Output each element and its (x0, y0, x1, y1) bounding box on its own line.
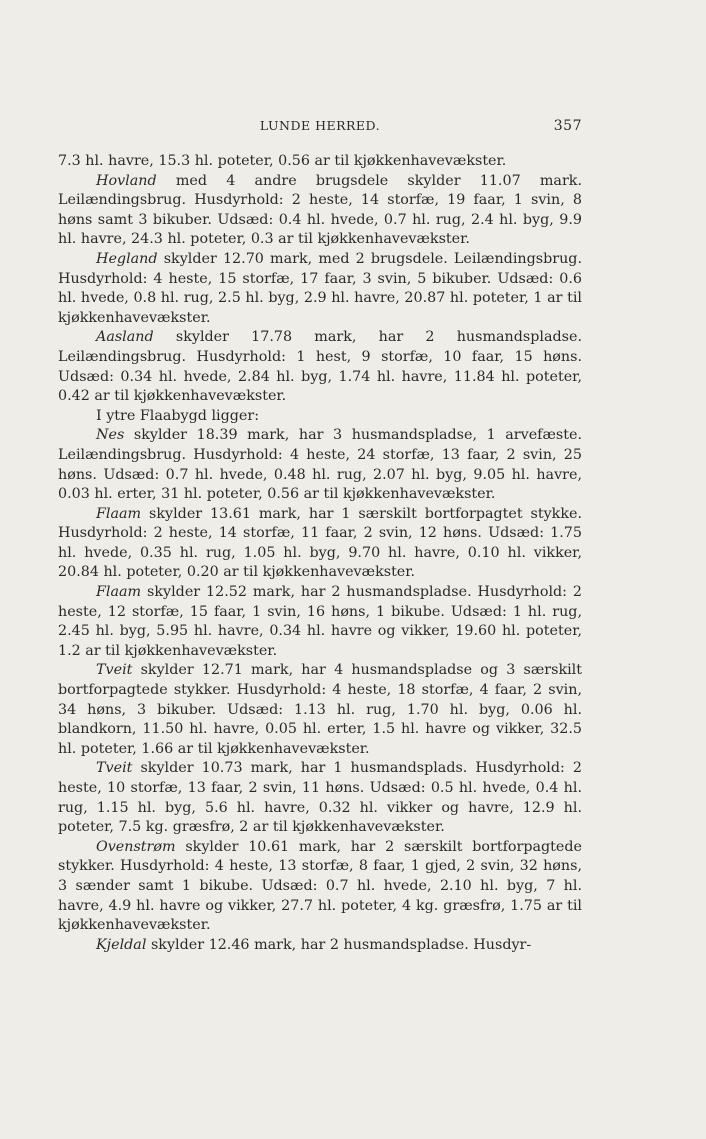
paragraph-text: I ytre Flaabygd ligger: (96, 407, 260, 424)
farm-name: Tveit (96, 760, 133, 777)
paragraph (58, 583, 582, 661)
farm-name: Tveit (96, 662, 133, 679)
paragraph (58, 426, 582, 504)
farm-name: Flaam (96, 505, 142, 522)
paragraph-text: skylder 17.78 mark, har 2 husmandspladse. Leilændingsbrug. Husdyrhold: 1 hest, 9 storfæ, 10 faar, 15 høns. Udsæd: 0.34 hl. hvede, 2.84 hl. byg, 1.74 hl. havre, 11.84 hl. poteter, 0.42 ar til kjøkkenhavevækster. (58, 329, 582, 405)
page-header (58, 118, 582, 136)
paragraph-text: skylder 12.46 mark, har 2 husmandspladse. Husdyr- (146, 936, 532, 953)
farm-name: Aasland (96, 329, 154, 346)
paragraph-text: skylder 13.61 mark, har 1 særskilt bortforpagtet stykke. Husdyrhold: 2 heste, 14 storfæ, 11 faar, 2 svin, 12 høns. Udsæd: 1.75 hl. hvede, 0.35 hl. rug, 1.05 hl. byg, 9.70 hl. havre, 0.10 hl. vikker, 20.84 hl. poteter, 0.20 ar til kjøkkenhavevækster. (58, 505, 582, 581)
paragraph-text: skylder 10.61 mark, har 2 særskilt bortforpagtede stykker. Husdyrhold: 4 heste, 13 storfæ, 8 faar, 1 gjed, 2 svin, 32 høns, 3 sænder samt 1 bikube. Udsæd: 0.7 hl. hvede, 2.10 hl. byg, 7 hl. havre, 4.9 hl. havre og vikker, 27.7 hl. poteter, 4 kg. græsfrø, 1.75 ar til kjøkkenhavevækster. (58, 838, 582, 934)
farm-name: Flaam (96, 584, 142, 601)
paragraph-text: med 4 andre brugsdele skylder 11.07 mark. Leilændingsbrug. Husdyrhold: 2 heste, 14 storfæ, 19 faar, 1 svin, 8 høns samt 3 bikuber. Udsæd: 0.4 hl. hvede, 0.7 hl. rug, 2.4 hl. byg, 9.9 hl. havre, 24.3 hl. poteter, 0.3 ar til kjøkkenhavevækster. (58, 172, 582, 248)
paragraph-text: skylder 18.39 mark, har 3 husmandspladse, 1 arvefæste. Leilændingsbrug. Husdyrhold: 4 heste, 24 storfæ, 13 faar, 2 svin, 25 høns. Udsæd: 0.7 hl. hvede, 0.48 hl. rug, 2.07 hl. byg, 9.05 hl. havre, 0.03 hl. erter, 31 hl. poteter, 0.56 ar til kjøkkenhavevækster. (58, 427, 582, 503)
farm-name: Hovland (96, 172, 157, 189)
farm-name: Ovenstrøm (96, 838, 176, 855)
paragraph-text: skylder 12.71 mark, har 4 husmandspladse og 3 særskilt bortforpagtede stykker. Husdyrhold: 4 heste, 18 storfæ, 4 faar, 2 svin, 34 høns, 3 bikuber. Udsæd: 1.13 hl. rug, 1.70 hl. byg, 0.06 hl. blandkorn, 11.50 hl. havre, 0.05 hl. erter, 1.5 hl. havre og vikker, 32.5 hl. poteter, 1.66 ar til kjøkkenhavevækster. (58, 662, 582, 757)
paragraph (58, 936, 582, 956)
paragraph (58, 172, 582, 250)
farm-name: Hegland (96, 250, 158, 267)
paragraph (58, 407, 582, 427)
page-number: 357 (553, 118, 582, 134)
paragraph (58, 838, 582, 936)
paragraph-text: 7.3 hl. havre, 15.3 hl. poteter, 0.56 ar til kjøkkenhavevækster. (58, 153, 507, 169)
paragraph (58, 661, 582, 759)
paragraph (58, 505, 582, 583)
paragraph-text: skylder 10.73 mark, har 1 husmandsplads. Husdyrhold: 2 heste, 10 storfæ, 13 faar, 2 svin, 11 høns. Udsæd: 0.5 hl. hvede, 0.4 hl. rug, 1.15 hl. byg, 5.6 hl. havre, 0.32 hl. vikker og havre, 12.9 hl. poteter, 7.5 kg. græsfrø, 2 ar til kjøkkenhavevækster. (58, 760, 582, 836)
farm-name: Nes (96, 427, 125, 444)
paragraph (58, 250, 582, 328)
paragraph (58, 152, 582, 172)
farm-name: Kjeldal (96, 936, 147, 953)
running-title: LUNDE HERRED. (259, 118, 381, 133)
paragraph-text: skylder 12.52 mark, har 2 husmandspladse. Husdyrhold: 2 heste, 12 storfæ, 15 faar, 1 svin, 16 høns, 1 bikube. Udsæd: 1 hl. rug, 2.45 hl. byg, 5.95 hl. havre, 0.34 hl. havre og vikker, 19.60 hl. poteter, 1.2 ar til kjøkkenhavevækster. (58, 584, 582, 659)
paragraph (58, 759, 582, 837)
paragraph-text: skylder 12.70 mark, med 2 brugsdele. Leilændingsbrug. Husdyrhold: 4 heste, 15 storfæ, 17 faar, 3 svin, 5 bikuber. Udsæd: 0.6 hl. hvede, 0.8 hl. rug, 2.5 hl. byg, 2.9 hl. havre, 20.87 hl. poteter, 1 ar til kjøkkenhavevækster. (58, 250, 582, 326)
paragraph (58, 328, 582, 406)
body-text (58, 152, 582, 955)
